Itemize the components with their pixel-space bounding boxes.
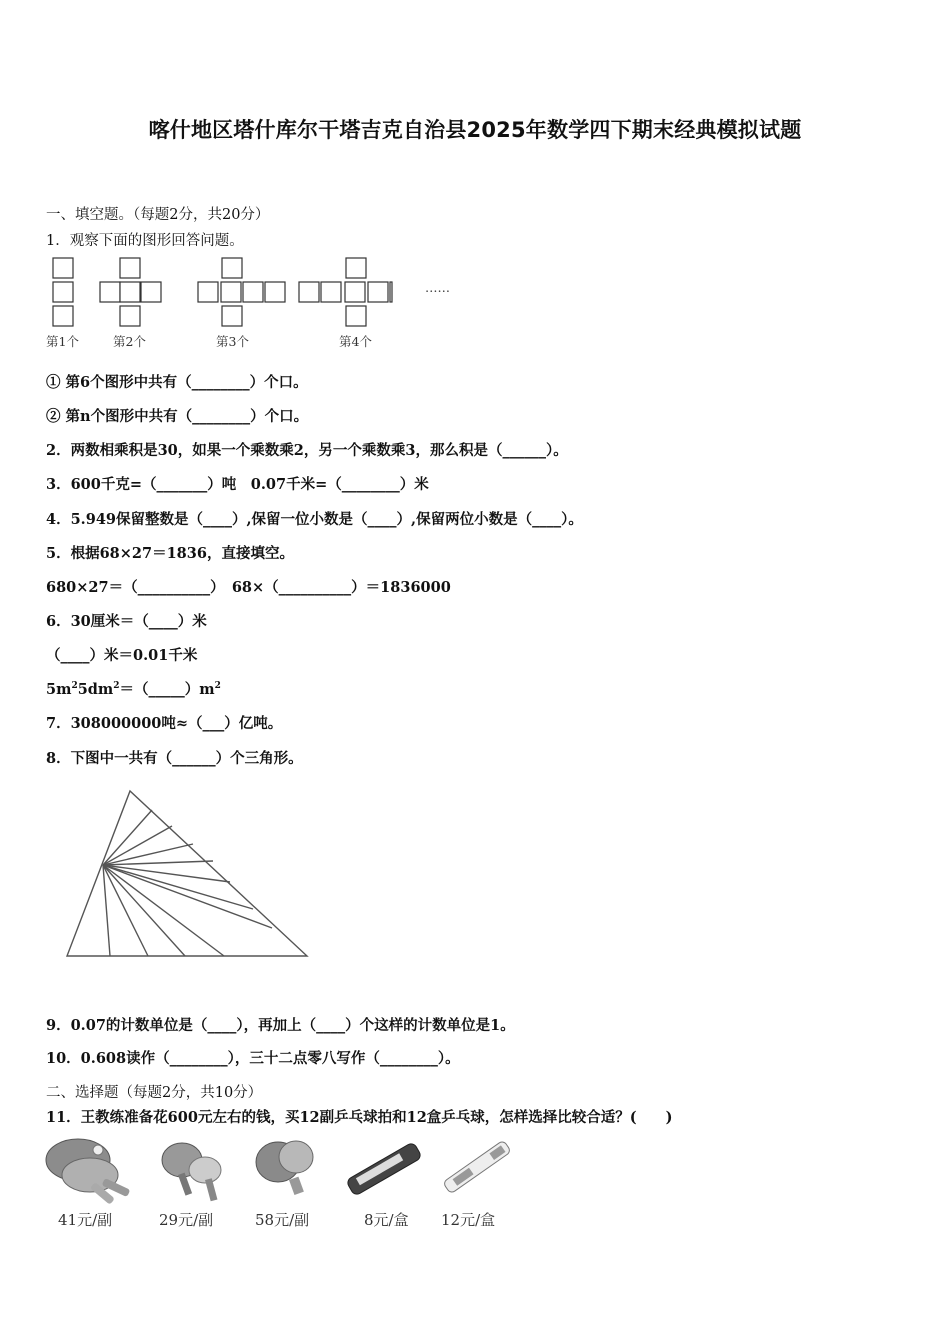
superscript-2: 2 [71, 681, 78, 692]
figure-caption-3: 第3个 [216, 334, 249, 349]
question-1-part-a: ① 第6个图形中共有（________）个口。 [46, 374, 308, 391]
figure-caption-1: 第1个 [46, 334, 79, 349]
ball-box-8-icon [346, 1142, 423, 1197]
paddle-pair-58-icon [256, 1141, 313, 1195]
question-11: 11．王教练准备花600元左右的钱，买12副乒乓球拍和12盒乒乓球，怎样选择比较合适？( ) [46, 1109, 673, 1126]
question-5-fill: 680×27＝（__________） 68×（__________）＝1836000 [46, 579, 451, 596]
question-3: 3．600千克=（_______）吨 0.07千米=（________）米 [46, 476, 429, 493]
superscript-2: 2 [113, 681, 120, 692]
area-result-blank: ＝（_____）m [119, 681, 215, 698]
section-choice-heading: 二、选择题（每题2分，共10分） [46, 1085, 263, 1101]
figure-caption-2: 第2个 [113, 334, 146, 349]
price-label-5: 12元/盒 [441, 1211, 496, 1229]
paddle-pair-41-icon [46, 1139, 130, 1205]
section-fill-blank-heading: 一、填空题。（每题2分，共20分） [46, 207, 270, 223]
question-7: 7．308000000吨≈（___）亿吨。 [46, 715, 283, 732]
price-label-1: 41元/副 [58, 1211, 113, 1229]
question-2: 2．两数相乘积是30，如果一个乘数乘2，另一个乘数乘3，那么积是（______）。 [46, 442, 568, 459]
question-9: 9．0.07的计数单位是（____），再加上（____）个这样的计数单位是1。 [46, 1017, 515, 1034]
price-label-4: 8元/盒 [364, 1211, 409, 1229]
question-4: 4．5.949保留整数是（____）,保留一位小数是（____）,保留两位小数是（____）。 [46, 511, 583, 528]
area-m2-value: 5m [46, 681, 72, 698]
figure-caption-4: 第4个 [339, 334, 372, 349]
question-10: 10．0.608读作（________），三十二点零八写作（________）。 [46, 1050, 460, 1067]
question-5: 5．根据68×27＝1836，直接填空。 [46, 545, 294, 562]
ball-box-12-icon [443, 1140, 512, 1194]
price-label-3: 58元/副 [255, 1211, 310, 1229]
question-1-part-b: ② 第n个图形中共有（________）个口。 [46, 408, 309, 425]
question-6-line-2: （____）米＝0.01千米 [46, 647, 198, 664]
paddle-pair-29-icon [162, 1143, 221, 1201]
area-dm2-value: 5dm [77, 681, 114, 698]
price-label-2: 29元/副 [159, 1211, 214, 1229]
question-8: 8．下图中一共有（______）个三角形。 [46, 750, 303, 767]
superscript-2: 2 [214, 681, 221, 692]
question-1: 1．观察下面的图形回答问题。 [46, 233, 244, 249]
figure-ellipsis: …… [425, 280, 450, 295]
page-title: 喀什地区塔什库尔干塔吉克自治县2025年数学四下期末经典模拟试题 [148, 118, 802, 142]
question-6: 6．30厘米＝（____）米 [46, 613, 207, 630]
